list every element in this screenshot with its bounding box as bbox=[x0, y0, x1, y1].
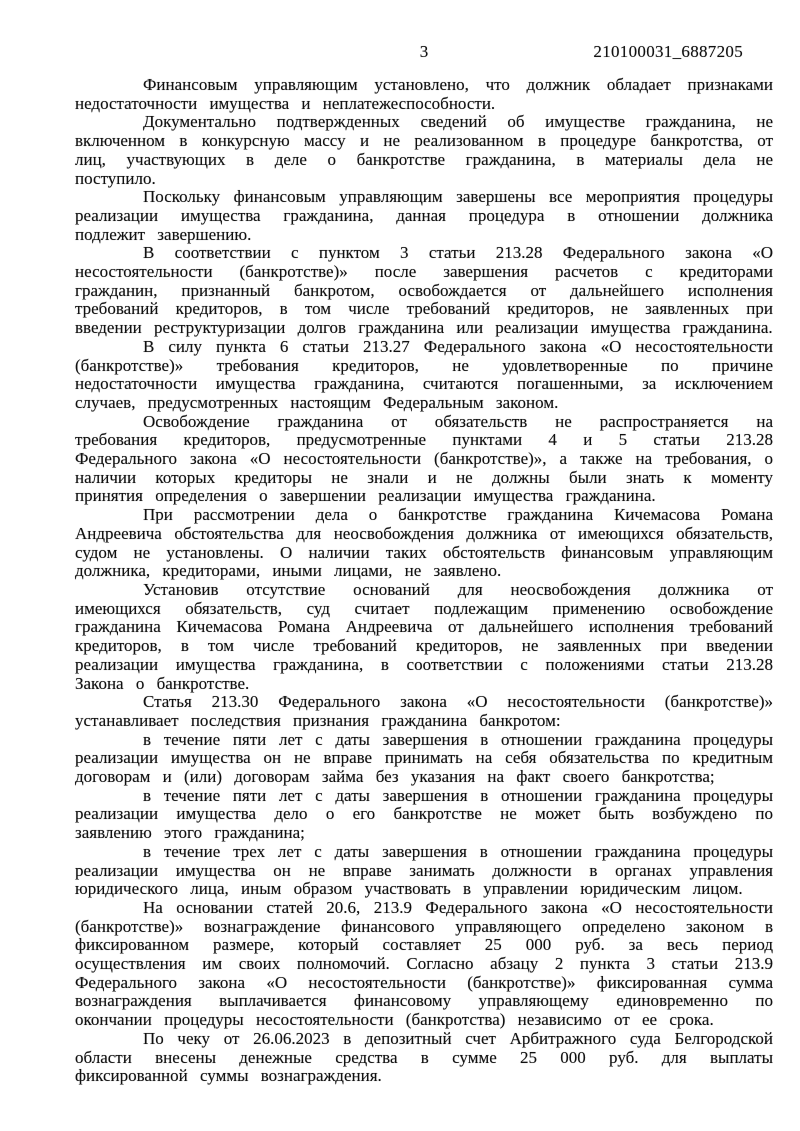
page-number: 3 bbox=[419, 42, 429, 61]
document-body bbox=[75, 76, 773, 1086]
paragraph: Статья 213.30 Федерального закона «О несостоятельности (банкротстве)» устанавливает последствия признания гражданина банкротом: bbox=[75, 692, 773, 730]
paragraph: Установив отсутствие оснований для неосвобождения должника от имеющихся обязательств, суд считает подлежащим применению освобождение гражданина Кичемасова Романа Андреевича от дальнейшего исполнения требований кредиторов, в том числе требований кредиторов, не заявленных при введении реализации имущества гражданина, в соответствии с положениями статьи 213.28 Закона о банкротстве. bbox=[75, 579, 773, 693]
paragraph: Документально подтвержденных сведений об имуществе гражданина, не включенном в конкурсную массу и не реализованном в процедуре банкротства, от лиц, участвующих в деле о банкротстве гражданина, в материалы дела не поступило. bbox=[75, 112, 773, 188]
paragraph: В силу пункта 6 статьи 213.27 Федерального закона «О несостоятельности (банкротстве)» требования кредиторов, не удовлетворенные по причине недостаточности имущества гражданина, считаются погашенными, за исключением случаев, предусмотренных настоящим Федеральным законом. bbox=[75, 336, 773, 412]
paragraph: На основании статей 20.6, 213.9 Федерального закона «О несостоятельности (банкротстве)» вознаграждение финансового управляющего определено законом в фиксированном размере, который составляет 25 000 руб. за весь период осуществления им своих полномочий. Согласно абзацу 2 пункта 3 статьи 213.9 Федерального закона «О несостоятельности (банкротстве)» фиксированная сумма вознаграждения выплачивается финансовому управляющему единовременно по окончании процедуры несостоятельности (банкротства) независимо от ее срока. bbox=[75, 897, 773, 1030]
page-header bbox=[75, 42, 773, 64]
document-id: 210100031_6887205 bbox=[593, 42, 743, 61]
paragraph: в течение пяти лет с даты завершения в отношении гражданина процедуры реализации имущества дело о его банкротстве не может быть возбуждено по заявлению этого гражданина; bbox=[75, 785, 773, 843]
paragraph: При рассмотрении дела о банкротстве гражданина Кичемасова Романа Андреевича обстоятельства для неосвобождения должника от имеющихся обязательств, судом не установлены. О наличии таких обстоятельств финансовым управляющим должника, кредиторами, иными лицами, не заявлено. bbox=[75, 505, 773, 581]
paragraph: в течение трех лет с даты завершения в отношении гражданина процедуры реализации имущества он не вправе занимать должности в органах управления юридического лица, иным образом участвовать в управлении юридическим лицом. bbox=[75, 841, 773, 899]
paragraph: Освобождение гражданина от обязательств не распространяется на требования кредиторов, предусмотренные пунктами 4 и 5 статьи 213.28 Федерального закона «О несостоятельности (банкротстве)», а также на требования, о наличии которых кредиторы не знали и не должны были знать к моменту принятия определения о завершении реализации имущества гражданина. bbox=[75, 411, 773, 506]
paragraph: Поскольку финансовым управляющим завершены все мероприятия процедуры реализации имущества гражданина, данная процедура в отношении должника подлежит завершению. bbox=[75, 187, 773, 244]
paragraph: По чеку от 26.06.2023 в депозитный счет Арбитражного суда Белгородской области внесены денежные средства в сумме 25 000 руб. для выплаты фиксированной суммы вознаграждения. bbox=[75, 1028, 773, 1086]
paragraph: в течение пяти лет с даты завершения в отношении гражданина процедуры реализации имущества он не вправе принимать на себя обязательства по кредитным договорам и (или) договорам займа без указания на факт своего банкротства; bbox=[75, 729, 773, 787]
paragraph: Финансовым управляющим установлено, что должник обладает признаками недостаточности имущества и неплатежеспособности. bbox=[75, 75, 773, 113]
paragraph: В соответствии с пунктом 3 статьи 213.28 Федерального закона «О несостоятельности (банкротстве)» после завершения расчетов с кредиторами гражданин, признанный банкротом, освобождается от дальнейшего исполнения требований кредиторов, в том числе требований кредиторов, не заявленных при введении реструктуризации долгов гражданина или реализации имущества гражданина. bbox=[75, 243, 773, 338]
